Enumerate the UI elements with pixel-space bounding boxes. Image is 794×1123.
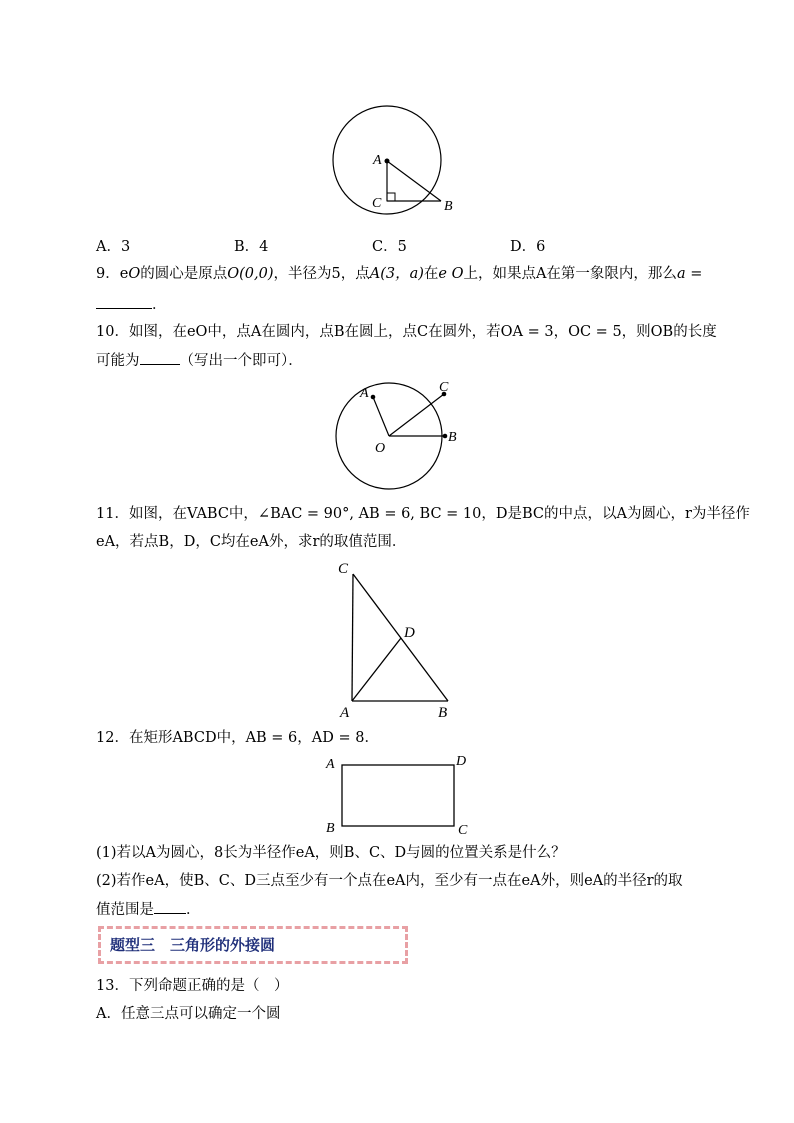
label-a: A	[340, 705, 350, 721]
label-c: C	[458, 823, 468, 838]
label-c: C	[439, 380, 449, 395]
q9-line1	[96, 264, 702, 284]
circle-symbol: e	[119, 266, 129, 282]
label-b: B	[326, 821, 335, 836]
label-b: B	[444, 199, 453, 214]
right-angle-mark	[387, 193, 395, 201]
circle-o: e O	[438, 266, 464, 282]
q11-line2: eA，若点B，D，C均在eA外，求r的取值范围．	[96, 534, 407, 550]
q12-sub2-line2	[96, 899, 201, 920]
var-a: a =	[676, 266, 703, 282]
section-title: 题型三 三角形的外接圆	[110, 936, 276, 954]
choice-a[interactable]: A．3	[96, 239, 131, 255]
point-a	[371, 395, 376, 400]
q12-text: 值范围是	[96, 902, 154, 918]
answer-blank-q12[interactable]	[154, 899, 186, 914]
q9-text: 的圆心是原点	[140, 266, 228, 282]
segment-ad	[352, 638, 401, 701]
segment-ac	[352, 574, 353, 701]
label-c: C	[372, 196, 382, 211]
label-b: B	[438, 705, 448, 721]
rectangle-abcd	[342, 765, 454, 826]
q13-option-a[interactable]: A．任意三点可以确定一个圆	[96, 1006, 281, 1022]
q10-line1: 10．如图，在eO中，点A在圆内，点B在圆上，点C在圆外，若OA = 3，OC = 5，则OB的长度	[96, 324, 717, 340]
label-b: B	[448, 430, 457, 445]
point-a	[385, 159, 390, 164]
label-o: O	[375, 441, 386, 456]
q12-sub2-line1: (2)若作eA，使B、C、D三点至少有一个点在eA内，至少有一点在eA外，则eA的半径r的取	[96, 873, 683, 889]
label-c: C	[338, 561, 349, 577]
q9-text: 在	[423, 266, 439, 282]
label-d: D	[456, 754, 467, 769]
label-a: A	[326, 757, 335, 772]
answer-blank-q9[interactable]	[96, 294, 152, 309]
segment-oa	[373, 397, 389, 436]
answer-blank-q10[interactable]	[140, 350, 180, 365]
segment-oc	[389, 394, 444, 436]
origin: O(0,0)	[227, 266, 274, 282]
label-a: A	[373, 153, 382, 168]
q12-sub1: (1)若以A为圆心，8长为半径作eA，则B、C、D与圆的位置关系是什么？	[96, 845, 566, 861]
figure-q12	[320, 750, 480, 840]
q10-line2	[96, 350, 303, 371]
q9-number: 9．	[96, 266, 120, 282]
choice-b[interactable]: B．4	[234, 239, 269, 255]
q9-end: ．	[152, 297, 167, 313]
figure-q8	[320, 100, 470, 225]
figure-q11	[330, 556, 470, 726]
circle-name: O	[128, 266, 141, 282]
q10-text: 可能为	[96, 353, 140, 369]
q9-text: 上，如果点A在第一象限内，那么	[463, 266, 677, 282]
choice-d[interactable]: D．6	[510, 239, 546, 255]
point-b	[443, 434, 448, 439]
figure-q10	[330, 374, 470, 496]
label-d: D	[404, 625, 415, 641]
q12-line1: 12．在矩形ABCD中，AB = 6，AD = 8．	[96, 730, 379, 746]
point-a-coord: A(3，a)	[369, 266, 424, 282]
label-a: A	[360, 386, 369, 401]
q12-end: ．	[186, 902, 201, 918]
q11-line1: 11．如图，在VABC中，∠BAC = 90°, AB = 6, BC = 10，D是BC的中点，以A为圆心，r为半径作	[96, 506, 750, 522]
q10-text: （写出一个即可）．	[179, 353, 303, 369]
q9-line2	[96, 294, 167, 315]
q13-stem: 13．下列命题正确的是（ ）	[96, 978, 289, 994]
choice-c[interactable]: C．5	[372, 239, 407, 255]
q9-text: ，半径为5，点	[273, 266, 370, 282]
